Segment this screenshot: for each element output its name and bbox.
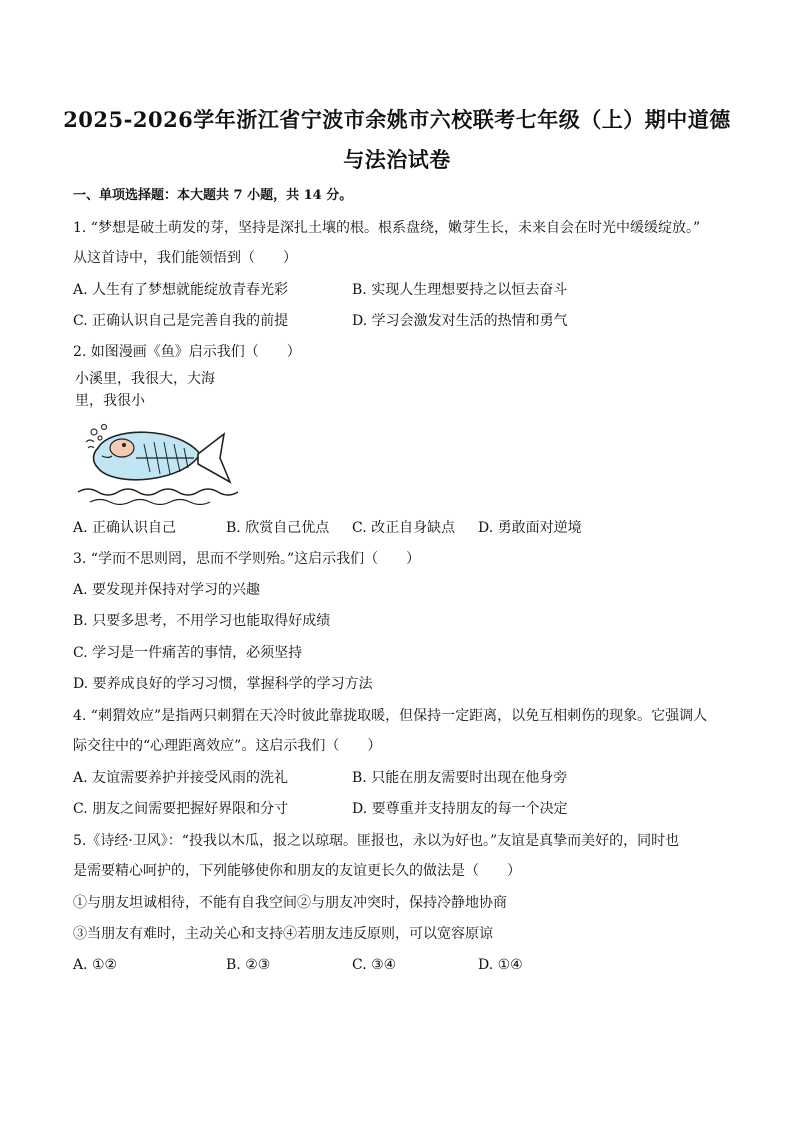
question-2-option-d: D. 勇敢面对逆境 <box>478 520 582 536</box>
question-5-stem-line2: 是需要精心呵护的，下列能够使你和朋友的友谊更长久的做法是（ ） <box>73 863 521 879</box>
question-4-option-d: D. 要尊重并支持朋友的每一个决定 <box>352 801 568 817</box>
question-4-option-b: B. 只能在朋友需要时出现在他身旁 <box>352 770 568 786</box>
question-5-option-d: D. ①④ <box>478 957 523 973</box>
cartoon-caption-line1: 小溪里，我很大，大海 <box>75 371 215 387</box>
question-4-stem-line1: 4. “刺猬效应”是指两只刺猬在天冷时彼此靠拢取暖，但保持一定距离，以免互相刺伤的现象。它强调人 <box>73 708 708 724</box>
question-5-statements-3-4: ③当朋友有难时，主动关心和支持④若朋友违反原则，可以宽容原谅 <box>73 926 493 942</box>
question-1-option-c: C. 正确认识自己是完善自我的前提 <box>73 313 289 329</box>
question-4-stem-line2: 际交往中的“心理距离效应”。这启示我们（ ） <box>73 738 382 754</box>
question-3-option-d: D. 要养成良好的学习习惯，掌握科学的学习方法 <box>73 676 373 692</box>
question-1-stem-line1: 1. “梦想是破土萌发的芽，坚持是深扎土壤的根。根系盘绕，嫩芽生长，未来自会在时光中缓缓绽放。” <box>73 220 701 236</box>
question-2-option-c: C. 改正自身缺点 <box>352 520 456 536</box>
question-3-option-b: B. 只要多思考，不用学习也能取得好成绩 <box>73 613 331 629</box>
question-5-option-c: C. ③④ <box>352 957 397 973</box>
cartoon-caption-line2: 里，我很小 <box>75 393 145 409</box>
question-3-option-c: C. 学习是一件痛苦的事情，必须坚持 <box>73 645 303 661</box>
exam-title-line1: 2025-2026学年浙江省宁波市余姚市六校联考七年级（上）期中道德 <box>63 107 731 132</box>
question-1-option-a: A. 人生有了梦想就能绽放青春光彩 <box>73 282 289 298</box>
exam-title-line2: 与法治试卷 <box>343 147 451 172</box>
question-2-stem: 2. 如图漫画《鱼》启示我们（ ） <box>73 344 301 360</box>
question-1-option-d: D. 学习会激发对生活的热情和勇气 <box>352 313 568 329</box>
question-2-option-b: B. 欣赏自己优点 <box>226 520 330 536</box>
question-3-option-a: A. 要发现并保持对学习的兴趣 <box>73 582 261 598</box>
question-5-statements-1-2: ①与朋友坦诚相待，不能有自我空间②与朋友冲突时，保持冷静地协商 <box>73 895 507 911</box>
question-3-stem: 3. “学而不思则罔，思而不学则殆。”这启示我们（ ） <box>73 551 421 567</box>
question-2-option-a: A. 正确认识自己 <box>73 520 177 536</box>
question-1-stem-line2: 从这首诗中，我们能领悟到（ ） <box>73 250 297 266</box>
fish-cartoon-image <box>74 418 238 510</box>
question-5-option-a: A. ①② <box>73 957 118 973</box>
question-4-option-a: A. 友谊需要养护并接受风雨的洗礼 <box>73 770 289 786</box>
question-5-option-b: B. ②③ <box>226 957 271 973</box>
question-4-option-c: C. 朋友之间需要把握好界限和分寸 <box>73 801 289 817</box>
question-5-stem-line1: 5.《诗经·卫风》：“投我以木瓜，报之以琼琚。匪报也，永以为好也。”友谊是真挚而美好的，同时也 <box>73 833 680 849</box>
question-1-option-b: B. 实现人生理想要持之以恒去奋斗 <box>352 282 568 298</box>
section-heading: 一、单项选择题：本大题共 7 小题，共 14 分。 <box>73 188 353 203</box>
